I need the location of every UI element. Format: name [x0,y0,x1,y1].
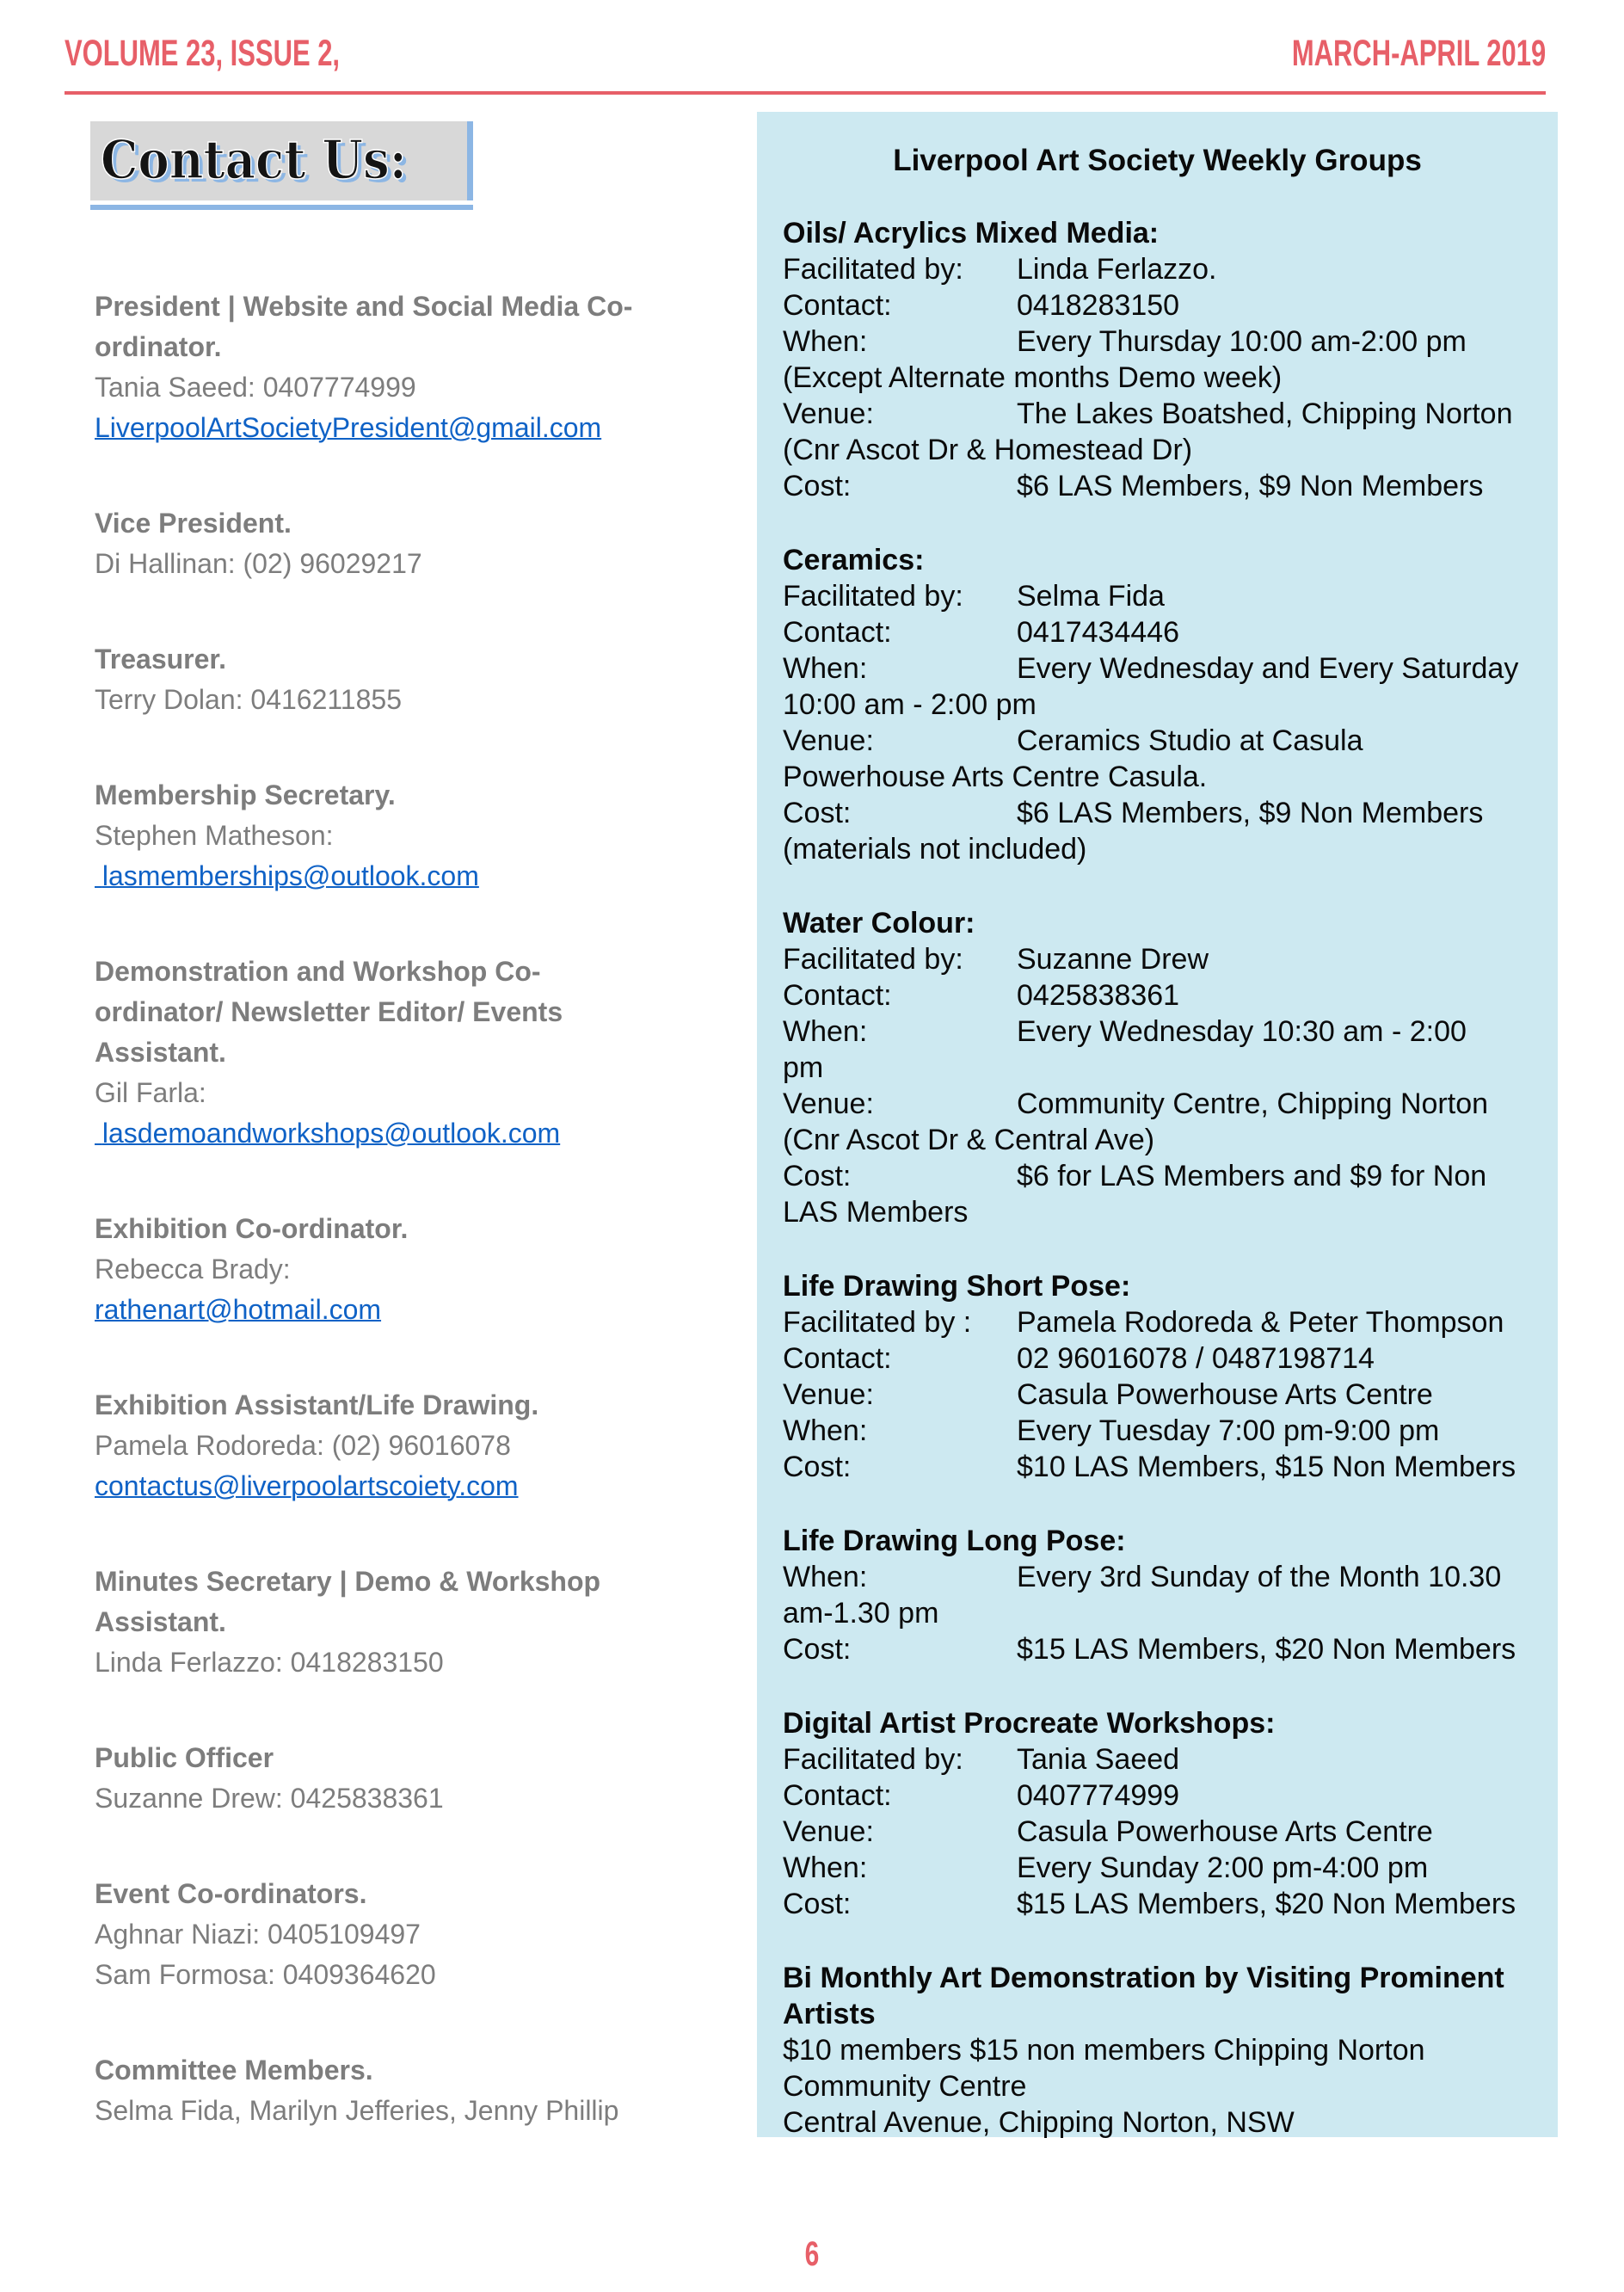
group-heading: Ceramics: [783,544,925,576]
group-info-row [783,1778,1532,1814]
email-link[interactable]: contactus@liverpoolartscoiety.com [95,1470,519,1501]
group-row-value: $10 LAS Members, $15 Non Members [1017,1451,1516,1483]
contact-block [95,1874,658,1995]
group-row-value: Every Sunday 2:00 pm-4:00 pm [1017,1851,1429,1884]
group-row-value: $6 for LAS Members and $9 for Non [1017,1160,1487,1192]
group-row-label: When: [783,1414,868,1447]
group-info-row [783,795,1532,831]
group-info-row [783,1158,1532,1194]
group-info-row [783,1850,1532,1886]
contact-block [95,286,658,448]
contact-link-line [95,856,658,896]
group-row-value: Every Wednesday and Every Saturday [1017,652,1519,685]
group-info-row [783,1304,1532,1340]
group-continuation-line: 10:00 am - 2:00 pm [783,688,1037,721]
group-row-value: Linda Ferlazzo. [1017,253,1217,286]
group-row-value: Every Wednesday 10:30 am - 2:00 [1017,1015,1467,1048]
contact-block [95,952,658,1154]
group-info-row [783,650,1532,687]
group-section [783,905,1532,1230]
group-row-label: Cost: [783,1888,852,1920]
contact-role: Minutes Secretary | Demo & Workshop Assistant. [95,1566,601,1637]
group-row-value: The Lakes Boatshed, Chipping Norton [1017,397,1513,430]
group-row-value: Selma Fida [1017,580,1165,613]
group-row-value: 0425838361 [1017,979,1180,1012]
group-info-row [783,1449,1532,1485]
group-heading: Life Drawing Long Pose: [783,1525,1126,1557]
contact-detail: Di Hallinan: (02) 96029217 [95,548,422,579]
contact-detail: Suzanne Drew: 0425838361 [95,1783,444,1814]
group-row-label: Cost: [783,1633,852,1666]
group-section [783,1268,1532,1485]
group-info-row [783,941,1532,977]
group-continuation-line: (Cnr Ascot Dr & Homestead Dr) [783,434,1193,466]
group-row-label: Cost: [783,470,852,502]
group-section [783,1960,1532,2141]
contact-us-title: Contact Us: [101,128,407,191]
group-continuation-line: Community Centre [783,2070,1027,2103]
contact-role: Public Officer [95,1742,274,1773]
contact-link-line [95,1113,658,1154]
contact-block [95,1562,658,1683]
group-row-value: Every 3rd Sunday of the Month 10.30 [1017,1561,1502,1593]
contact-us-wordart [90,121,473,200]
group-row-value: $6 LAS Members, $9 Non Members [1017,470,1484,502]
group-continuation-line: am-1.30 pm [783,1597,939,1630]
group-row-value: Tania Saeed [1017,1743,1180,1776]
group-row-value: Suzanne Drew [1017,943,1209,976]
group-row-label: Contact: [783,616,892,649]
group-info-row [783,251,1532,287]
group-row-value: $6 LAS Members, $9 Non Members [1017,797,1484,829]
group-row-value: 0407774999 [1017,1779,1180,1812]
contact-role: Demonstration and Workshop Co-ordinator/ Newsletter Editor/ Events Assistant. [95,956,563,1068]
group-info-row [783,578,1532,614]
group-row-label: Contact: [783,1342,892,1375]
contact-role: Vice President. [95,508,292,539]
group-heading: Oils/ Acrylics Mixed Media: [783,217,1160,250]
contact-detail: Sam Formosa: 0409364620 [95,1959,436,1990]
contact-detail: Selma Fida, Marilyn Jefferies, Jenny Phillip [95,2095,619,2126]
group-continuation-line: $10 members $15 non members Chipping Norton [783,2034,1425,2067]
group-continuation-line: (Except Alternate months Demo week) [783,361,1283,394]
group-heading: Bi Monthly Art Demonstration by Visiting Prominent Artists [783,1962,1504,2030]
group-heading: Water Colour: [783,907,975,940]
contact-detail: Rebecca Brady: [95,1254,291,1285]
group-info-row [783,1413,1532,1449]
group-row-label: When: [783,652,868,685]
group-section [783,1523,1532,1667]
contact-role: Treasurer. [95,644,226,675]
group-row-label: Facilitated by: [783,943,963,976]
weekly-groups-panel [757,112,1558,2137]
group-info-row [783,1340,1532,1377]
contact-role: Event Co-ordinators. [95,1878,367,1909]
contact-link-line [95,408,658,448]
group-row-label: Contact: [783,979,892,1012]
group-row-label: When: [783,1851,868,1884]
group-info-row [783,1377,1532,1413]
group-info-row [783,1814,1532,1850]
group-row-value: $15 LAS Members, $20 Non Members [1017,1633,1516,1666]
group-row-label: Venue: [783,1815,874,1848]
contact-block [95,1209,658,1330]
group-row-value: Casula Powerhouse Arts Centre [1017,1815,1433,1848]
group-row-label: When: [783,1561,868,1593]
group-row-label: Venue: [783,724,874,757]
contact-detail: Aghnar Niazi: 0405109497 [95,1919,421,1950]
group-section [783,542,1532,867]
group-continuation-line: (Cnr Ascot Dr & Central Ave) [783,1124,1155,1156]
group-heading: Life Drawing Short Pose: [783,1270,1131,1303]
contact-block [95,1738,658,1819]
group-row-label: Cost: [783,1451,852,1483]
group-row-label: When: [783,325,868,358]
contact-detail: Gil Farla: [95,1077,206,1108]
group-row-label: Cost: [783,1160,852,1192]
group-continuation-line: Powerhouse Arts Centre Casula. [783,761,1208,793]
group-row-value: $15 LAS Members, $20 Non Members [1017,1888,1516,1920]
contact-role: Exhibition Co-ordinator. [95,1213,409,1244]
group-row-value: Pamela Rodoreda & Peter Thompson [1017,1306,1504,1339]
group-row-label: Contact: [783,1779,892,1812]
email-link[interactable]: lasdemoandworkshops@outlook.com [95,1118,561,1149]
group-info-row [783,468,1532,504]
group-continuation-line: pm [783,1051,824,1084]
group-section [783,1705,1532,1922]
group-row-label: Facilitated by: [783,253,963,286]
contact-role: Exhibition Assistant/Life Drawing. [95,1389,539,1420]
contact-detail: Stephen Matheson: [95,820,334,851]
group-info-row [783,1014,1532,1050]
group-row-label: Facilitated by: [783,1743,963,1776]
group-row-value: Every Tuesday 7:00 pm-9:00 pm [1017,1414,1440,1447]
contact-link-line [95,1466,658,1506]
group-info-row [783,1741,1532,1778]
contact-role: President | Website and Social Media Co-ordinator. [95,291,633,362]
group-info-row [783,1559,1532,1595]
group-continuation-line: (materials not included) [783,833,1087,866]
group-info-row [783,1086,1532,1122]
contact-block [95,1385,658,1506]
header-divider-line [65,91,1546,95]
group-info-row [783,1631,1532,1667]
group-row-label: Cost: [783,797,852,829]
group-info-row [783,1886,1532,1922]
contact-role: Membership Secretary. [95,779,396,810]
group-row-value: Community Centre, Chipping Norton [1017,1087,1489,1120]
group-section [783,215,1532,504]
contact-role: Committee Members. [95,2055,373,2086]
weekly-groups-title: Liverpool Art Society Weekly Groups [893,144,1422,177]
contact-detail: Terry Dolan: 0416211855 [95,684,402,715]
email-link[interactable]: lasmemberships@outlook.com [95,860,479,891]
email-link[interactable]: LiverpoolArtSocietyPresident@gmail.com [95,412,602,443]
group-info-row [783,323,1532,360]
group-info-row [783,614,1532,650]
group-row-label: Venue: [783,397,874,430]
group-info-row [783,723,1532,759]
group-row-label: Venue: [783,1087,874,1120]
contact-detail: Linda Ferlazzo: 0418283150 [95,1647,444,1678]
group-info-row [783,977,1532,1014]
contact-detail: Tania Saeed: 0407774999 [95,372,416,403]
group-row-label: Venue: [783,1378,874,1411]
group-info-row [783,396,1532,432]
contacts-column [95,286,658,2186]
group-row-value: Ceramics Studio at Casula [1017,724,1363,757]
group-row-value: Casula Powerhouse Arts Centre [1017,1378,1433,1411]
group-row-value: 0417434446 [1017,616,1180,649]
group-row-value: 0418283150 [1017,289,1180,322]
header-date: MARCH-APRIL 2019 [1291,33,1546,74]
group-continuation-line: LAS Members [783,1196,969,1229]
group-info-row [783,287,1532,323]
group-row-label: Facilitated by: [783,580,963,613]
group-heading: Digital Artist Procreate Workshops: [783,1707,1276,1740]
contact-link-line [95,1290,658,1330]
email-link[interactable]: rathenart@hotmail.com [95,1294,382,1325]
contact-block [95,639,658,720]
page-number: 6 [804,2235,820,2273]
contact-block [95,775,658,896]
header-volume: VOLUME 23, ISSUE 2, [65,33,341,74]
contact-us-wordart-box [90,121,473,200]
weekly-groups-list [783,215,1532,2141]
group-row-label: Contact: [783,289,892,322]
group-continuation-line: Central Avenue, Chipping Norton, NSW [783,2106,1295,2139]
group-row-label: When: [783,1015,868,1048]
contact-block [95,2050,658,2131]
contact-detail: Pamela Rodoreda: (02) 96016078 [95,1430,511,1461]
group-row-value: 02 96016078 / 0487198714 [1017,1342,1375,1375]
group-row-value: Every Thursday 10:00 am-2:00 pm [1017,325,1467,358]
group-row-label: Facilitated by : [783,1306,972,1339]
contact-block [95,503,658,584]
